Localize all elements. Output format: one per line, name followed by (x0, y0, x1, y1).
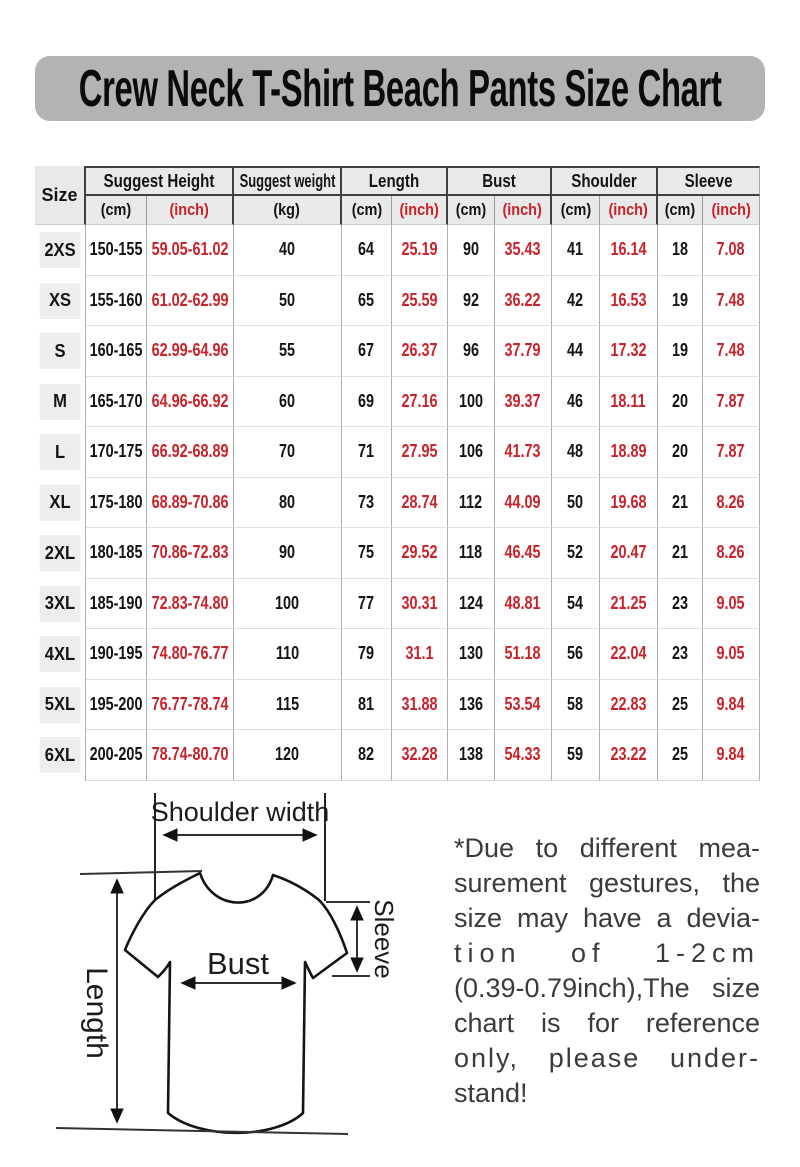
size-table-cell: 69 (342, 377, 392, 428)
note-line: only, please under- (454, 1043, 760, 1073)
size-table-cell: 72.83-74.80 (147, 579, 234, 630)
size-table-cell: 74.80-76.77 (147, 629, 234, 680)
size-table-cell: 136 (448, 680, 495, 731)
size-table-cell: 77 (342, 579, 392, 630)
size-table-cell: 25 (658, 680, 703, 731)
size-table-cell: 64.96-66.92 (147, 377, 234, 428)
size-table-cell: 9.84 (703, 730, 760, 781)
size-table-cell: 118 (448, 528, 495, 579)
size-table-cell: 150-155 (86, 225, 147, 276)
bust-label: Bust (206, 946, 270, 981)
size-table-cell: 21.25 (600, 579, 658, 630)
size-table-cell: 92 (448, 276, 495, 327)
size-table-cell: 7.08 (703, 225, 760, 276)
size-table-cell: 31.1 (392, 629, 448, 680)
size-table-cell: 200-205 (86, 730, 147, 781)
size-table-cell: 130 (448, 629, 495, 680)
size-table-cell: 44 (552, 326, 600, 377)
size-table-cell: 7.87 (703, 377, 760, 428)
size-table-cell: 16.14 (600, 225, 658, 276)
size-table-cell: 55 (234, 326, 342, 377)
size-table-cell: 36.22 (495, 276, 552, 327)
size-table-cell: 71 (342, 427, 392, 478)
size-table-cell: 58 (552, 680, 600, 731)
size-table-cell: 70 (234, 427, 342, 478)
size-table-cell: 110 (234, 629, 342, 680)
size-table-cell: 75 (342, 528, 392, 579)
size-table-cell: 185-190 (86, 579, 147, 630)
size-table-cell: 31.88 (392, 680, 448, 731)
size-table-cell: 124 (448, 579, 495, 630)
size-row-label: M (35, 377, 86, 428)
unit-header-inch: (inch) (600, 196, 658, 225)
disclaimer-note (454, 831, 760, 1111)
unit-header-kg: (kg) (234, 196, 342, 225)
column-group-sleeve: Sleeve (658, 166, 760, 196)
size-table-cell: 48 (552, 427, 600, 478)
size-row-label: 3XL (35, 579, 86, 630)
length-tick-top (80, 871, 202, 874)
shoulder-width-label: Shoulder width (150, 797, 330, 827)
size-table-cell: 25 (658, 730, 703, 781)
title-banner (35, 56, 765, 121)
size-table-cell: 35.43 (495, 225, 552, 276)
table-corner-header: Size (35, 166, 86, 225)
size-table-cell: 59 (552, 730, 600, 781)
size-table-cell: 40 (234, 225, 342, 276)
size-table-cell: 20.47 (600, 528, 658, 579)
size-table-cell: 51.18 (495, 629, 552, 680)
size-table-cell: 21 (658, 528, 703, 579)
size-table-cell: 19 (658, 326, 703, 377)
size-table-cell: 120 (234, 730, 342, 781)
note-line: *Due to different mea- (454, 833, 760, 863)
size-table-cell: 190-195 (86, 629, 147, 680)
page-title: Crew Neck T-Shirt Beach Pants Size Chart (78, 59, 722, 118)
size-table-cell: 46 (552, 377, 600, 428)
note-line: (0.39-0.79inch),The size (454, 973, 760, 1003)
size-table-cell: 76.77-78.74 (147, 680, 234, 731)
size-table-cell: 112 (448, 478, 495, 529)
size-table-cell: 37.79 (495, 326, 552, 377)
note-line: surement gestures, the (454, 868, 760, 898)
size-table-cell: 22.83 (600, 680, 658, 731)
size-table-cell: 155-160 (86, 276, 147, 327)
size-table-cell: 54 (552, 579, 600, 630)
size-table-cell: 59.05-61.02 (147, 225, 234, 276)
size-table-cell: 60 (234, 377, 342, 428)
size-table-cell: 80 (234, 478, 342, 529)
unit-header-inch: (inch) (495, 196, 552, 225)
sleeve-label: Sleeve (369, 899, 400, 979)
size-table-cell: 20 (658, 427, 703, 478)
size-table-cell: 16.53 (600, 276, 658, 327)
size-table-cell: 52 (552, 528, 600, 579)
size-table-cell: 165-170 (86, 377, 147, 428)
size-table-cell: 23.22 (600, 730, 658, 781)
size-table-cell: 106 (448, 427, 495, 478)
size-table-cell: 28.74 (392, 478, 448, 529)
size-table-cell: 64 (342, 225, 392, 276)
column-group-suggest-height: Suggest Height (86, 166, 234, 196)
size-table-cell: 68.89-70.86 (147, 478, 234, 529)
size-table-cell: 62.99-64.96 (147, 326, 234, 377)
size-table-cell: 22.04 (600, 629, 658, 680)
size-row-label: 5XL (35, 680, 86, 731)
size-table-cell: 100 (448, 377, 495, 428)
unit-header-cm: (cm) (552, 196, 600, 225)
size-row-label: L (35, 427, 86, 478)
size-table-cell: 180-185 (86, 528, 147, 579)
size-table-cell: 90 (448, 225, 495, 276)
column-group-suggest-weight: Suggest weight (234, 166, 342, 196)
size-table-cell: 175-180 (86, 478, 147, 529)
size-table-cell: 82 (342, 730, 392, 781)
size-table-cell: 27.16 (392, 377, 448, 428)
unit-header-cm: (cm) (86, 196, 147, 225)
size-table-cell: 90 (234, 528, 342, 579)
size-table-cell: 41.73 (495, 427, 552, 478)
size-table-cell: 19.68 (600, 478, 658, 529)
tshirt-outline (125, 873, 347, 1133)
size-table-cell: 42 (552, 276, 600, 327)
size-table-cell: 138 (448, 730, 495, 781)
size-table-cell: 65 (342, 276, 392, 327)
size-table-cell: 32.28 (392, 730, 448, 781)
size-table-cell: 41 (552, 225, 600, 276)
size-table (35, 166, 760, 781)
size-table-cell: 19 (658, 276, 703, 327)
note-line: stand! (454, 1078, 528, 1108)
size-table-cell: 160-165 (86, 326, 147, 377)
note-line: tion of 1-2cm (454, 938, 760, 968)
size-table-cell: 8.26 (703, 528, 760, 579)
size-table-cell: 46.45 (495, 528, 552, 579)
length-label: Length (80, 967, 114, 1059)
size-table-cell: 18 (658, 225, 703, 276)
size-table-cell: 170-175 (86, 427, 147, 478)
size-row-label: XL (35, 478, 86, 529)
size-table-cell: 25.19 (392, 225, 448, 276)
size-table-cell: 100 (234, 579, 342, 630)
unit-header-cm: (cm) (342, 196, 392, 225)
size-table-cell: 50 (552, 478, 600, 529)
size-table-cell: 50 (234, 276, 342, 327)
size-row-label: 2XL (35, 528, 86, 579)
tshirt-diagram (40, 790, 440, 1167)
size-table-cell: 61.02-62.99 (147, 276, 234, 327)
size-table-cell: 73 (342, 478, 392, 529)
note-line: size may have a devia- (454, 903, 760, 933)
size-table-cell: 79 (342, 629, 392, 680)
size-row-label: 6XL (35, 730, 86, 781)
size-table-cell: 25.59 (392, 276, 448, 327)
size-table-cell: 56 (552, 629, 600, 680)
size-table-cell: 53.54 (495, 680, 552, 731)
size-row-label: XS (35, 276, 86, 327)
size-table-cell: 9.84 (703, 680, 760, 731)
size-table-cell: 81 (342, 680, 392, 731)
size-table-cell: 18.89 (600, 427, 658, 478)
unit-header-cm: (cm) (448, 196, 495, 225)
size-table-cell: 26.37 (392, 326, 448, 377)
column-group-bust: Bust (448, 166, 552, 196)
size-table-cell: 70.86-72.83 (147, 528, 234, 579)
size-table-cell: 39.37 (495, 377, 552, 428)
size-table-cell: 54.33 (495, 730, 552, 781)
size-table-cell: 48.81 (495, 579, 552, 630)
size-row-label: 2XS (35, 225, 86, 276)
size-table-cell: 21 (658, 478, 703, 529)
size-table-cell: 7.48 (703, 276, 760, 327)
unit-header-inch: (inch) (392, 196, 448, 225)
size-table-cell: 44.09 (495, 478, 552, 529)
column-group-length: Length (342, 166, 448, 196)
size-table-cell: 7.87 (703, 427, 760, 478)
size-table-cell: 7.48 (703, 326, 760, 377)
unit-header-inch: (inch) (703, 196, 760, 225)
size-table-cell: 67 (342, 326, 392, 377)
size-table-cell: 20 (658, 377, 703, 428)
size-table-cell: 18.11 (600, 377, 658, 428)
note-line: chart is for reference (454, 1008, 760, 1038)
column-group-shoulder: Shoulder (552, 166, 658, 196)
size-row-label: 4XL (35, 629, 86, 680)
size-table-cell: 78.74-80.70 (147, 730, 234, 781)
size-table-cell: 9.05 (703, 629, 760, 680)
size-table-cell: 8.26 (703, 478, 760, 529)
size-table-cell: 96 (448, 326, 495, 377)
unit-header-inch: (inch) (147, 196, 234, 225)
size-table-cell: 66.92-68.89 (147, 427, 234, 478)
size-row-label: S (35, 326, 86, 377)
size-table-cell: 9.05 (703, 579, 760, 630)
size-table-cell: 27.95 (392, 427, 448, 478)
size-table-cell: 195-200 (86, 680, 147, 731)
size-table-cell: 30.31 (392, 579, 448, 630)
size-table-cell: 23 (658, 579, 703, 630)
size-table-cell: 115 (234, 680, 342, 731)
size-table-cell: 17.32 (600, 326, 658, 377)
size-table-cell: 23 (658, 629, 703, 680)
size-table-cell: 29.52 (392, 528, 448, 579)
unit-header-cm: (cm) (658, 196, 703, 225)
